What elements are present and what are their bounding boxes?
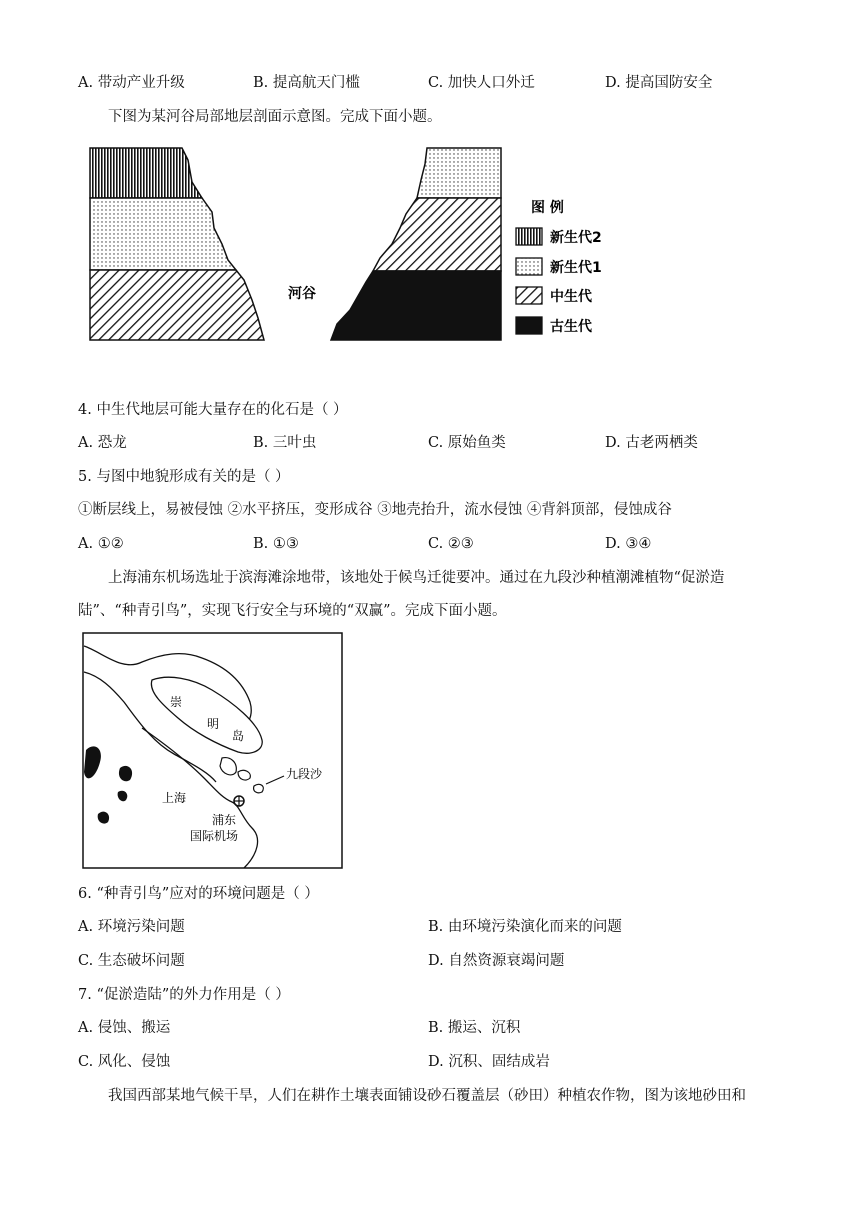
q4-option-a: A. 恐龙 (78, 435, 127, 451)
q6-option-b: B. 由环境污染演化而来的问题 (428, 919, 622, 935)
legend-mesozoic: 中生代 (550, 289, 592, 305)
map-label-pudong: 浦东 (212, 813, 237, 827)
valley-label: 河谷 (288, 286, 316, 302)
left-cenozoic1-layer (90, 198, 236, 270)
q4-option-d: D. 古老两栖类 (605, 435, 698, 451)
left-mesozoic-layer (90, 270, 264, 340)
valley-cross-section-figure (80, 140, 620, 350)
q5-choices: ①断层线上，易被侵蚀 ②水平挤压，变形成谷 ③地壳抬升，流水侵蚀 ④背斜顶部，侵蚀成谷 (78, 502, 672, 518)
legend-cenozoic2: 新生代2 (550, 230, 602, 246)
q3-option-c: C. 加快人口外迁 (428, 75, 535, 91)
q3-option-d: D. 提高国防安全 (605, 75, 713, 91)
q7-option-d: D. 沉积、固结成岩 (428, 1054, 550, 1070)
q4-option-c: C. 原始鱼类 (428, 435, 506, 451)
q6-option-d: D. 自然资源衰竭问题 (428, 953, 565, 969)
q3-option-b: B. 提高航天门槛 (253, 75, 360, 91)
q5-option-d: D. ③④ (605, 536, 652, 552)
right-cenozoic1-layer (417, 148, 501, 198)
intro-paragraph-2-line1: 上海浦东机场选址于滨海滩涂地带，该地处于候鸟迁徙要冲。通过在九段沙种植潮滩植物“促淤造 (108, 570, 725, 586)
right-paleozoic-layer (331, 271, 501, 340)
q5-option-a: A. ①② (78, 536, 124, 552)
map-label-chong: 崇 (170, 695, 183, 709)
intro-paragraph-1: 下图为某河谷局部地层剖面示意图。完成下面小题。 (108, 109, 442, 125)
q3-option-a: A. 带动产业升级 (78, 75, 185, 91)
map-label-airport: 国际机场 (190, 829, 239, 843)
q7-option-b: B. 搬运、沉积 (428, 1020, 521, 1036)
shanghai-map-figure (82, 632, 344, 870)
right-mesozoic-layer (373, 198, 501, 271)
q6-option-a: A. 环境污染问题 (78, 919, 185, 935)
q7-option-a: A. 侵蚀、搬运 (78, 1020, 171, 1036)
q5-stem: 5. 与图中地貌形成有关的是（ ） (78, 469, 290, 485)
q7-option-c: C. 风化、侵蚀 (78, 1054, 171, 1070)
map-label-shanghai: 上海 (162, 791, 187, 805)
q4-stem: 4. 中生代地层可能大量存在的化石是（ ） (78, 402, 348, 418)
q6-option-c: C. 生态破坏问题 (78, 953, 185, 969)
q5-option-c: C. ②③ (428, 536, 474, 552)
q5-option-b: B. ①③ (253, 536, 299, 552)
intro-paragraph-2-line2: 陆”、“种青引鸟”，实现飞行安全与环境的“双赢”。完成下面小题。 (78, 603, 507, 619)
intro-paragraph-3: 我国西部某地气候干旱，人们在耕作土壤表面铺设砂石覆盖层（砂田）种植农作物，图为该地砂田和 (108, 1088, 746, 1104)
legend-cenozoic1: 新生代1 (550, 260, 602, 276)
q4-option-b: B. 三叶虫 (253, 435, 317, 451)
map-label-dao: 岛 (232, 729, 245, 743)
legend-paleozoic: 古生代 (550, 319, 592, 335)
legend-title: 图 例 (531, 200, 564, 216)
q6-stem: 6. “种青引鸟”应对的环境问题是（ ） (78, 886, 319, 902)
map-label-ming: 明 (207, 717, 220, 731)
q7-stem: 7. “促淤造陆”的外力作用是（ ） (78, 987, 290, 1003)
map-label-jiuduansha: 九段沙 (286, 767, 323, 781)
left-cenozoic2-layer (90, 148, 202, 198)
